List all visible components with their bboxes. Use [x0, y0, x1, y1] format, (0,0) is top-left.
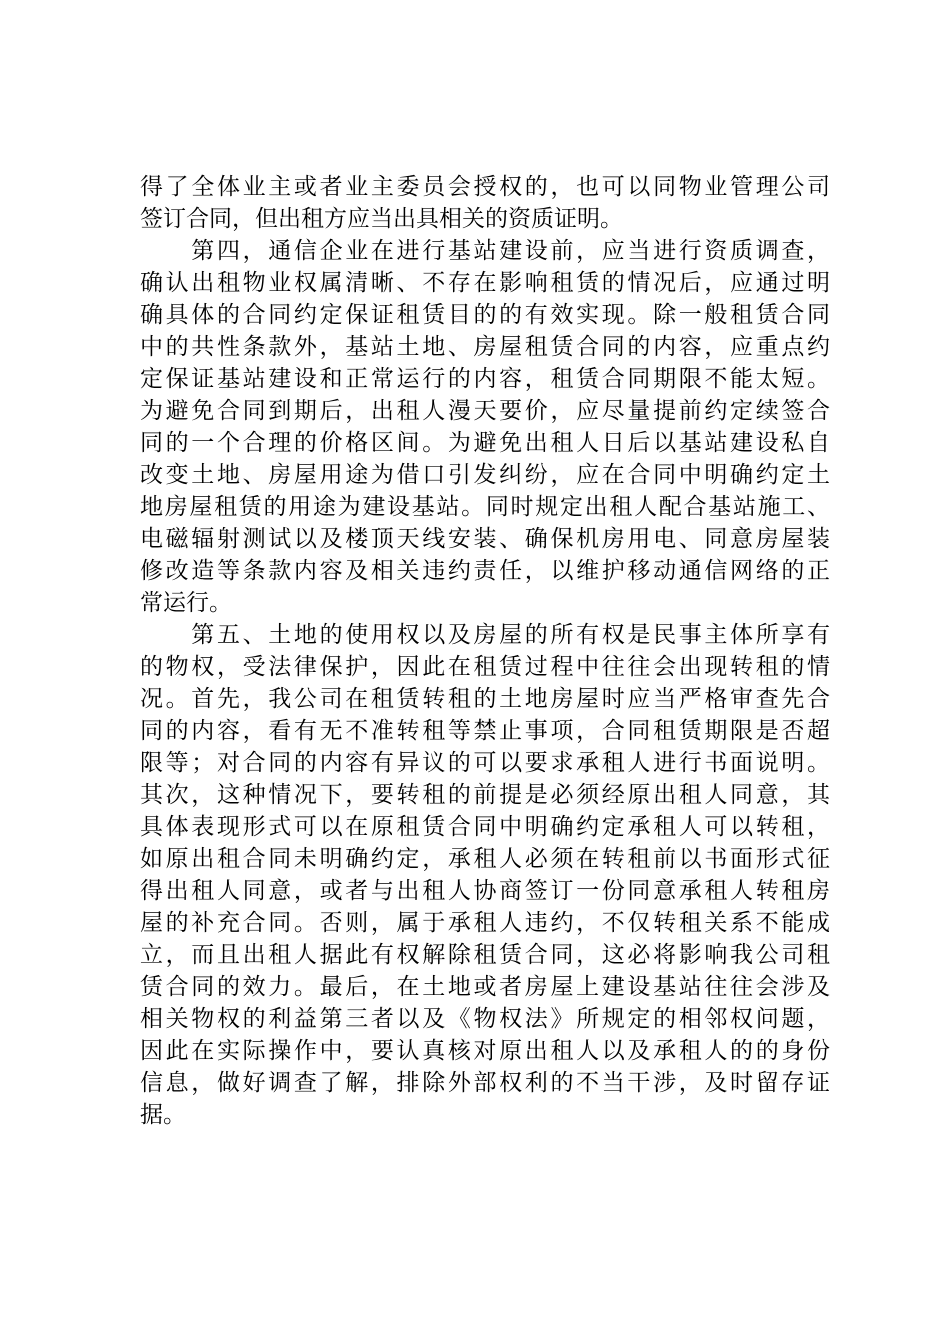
body-text [140, 171, 830, 1131]
text-line: 改变土地、房屋用途为借口引发纠纷，应在合同中明确约定土 [140, 462, 830, 488]
text-line: 赁合同的效力。最后，在土地或者房屋上建设基站往往会涉及 [140, 974, 830, 1000]
text-line: 得了全体业主或者业主委员会授权的，也可以同物业管理公司 [140, 174, 830, 200]
text-line: 第四，通信企业在进行基站建设前，应当进行资质调查， [140, 238, 830, 264]
text-line: 限等；对合同的内容有异议的可以要求承租人进行书面说明。 [140, 750, 830, 776]
text-line: 相关物权的利益第三者以及《物权法》所规定的相邻权问题， [140, 1006, 830, 1032]
text-line: 地房屋租赁的用途为建设基站。同时规定出租人配合基站施工、 [140, 494, 830, 520]
text-line: 签订合同，但出租方应当出具相关的资质证明。 [140, 206, 623, 232]
text-line: 中的共性条款外，基站土地、房屋租赁合同的内容，应重点约 [140, 334, 830, 360]
text-line: 常运行。 [140, 590, 232, 616]
text-line: 同的内容，看有无不准转租等禁止事项，合同租赁期限是否超 [140, 718, 830, 744]
text-line: 因此在实际操作中，要认真核对原出租人以及承租人的的身份 [140, 1038, 830, 1064]
text-line: 信息，做好调查了解，排除外部权利的不当干涉，及时留存证 [140, 1070, 830, 1096]
text-line: 定保证基站建设和正常运行的内容，租赁合同期限不能太短。 [140, 366, 830, 392]
text-line: 第五、土地的使用权以及房屋的所有权是民事主体所享有 [140, 622, 830, 648]
text-line: 确认出租物业权属清晰、不存在影响租赁的情况后，应通过明 [140, 270, 830, 296]
text-line: 确具体的合同约定保证租赁目的的有效实现。除一般租赁合同 [140, 302, 830, 328]
text-line: 得出租人同意，或者与出租人协商签订一份同意承租人转租房 [140, 878, 830, 904]
text-line: 立，而且出租人据此有权解除租赁合同，这必将影响我公司租 [140, 942, 830, 968]
text-line: 其次，这种情况下，要转租的前提是必须经原出租人同意，其 [140, 782, 830, 808]
text-line: 为避免合同到期后，出租人漫天要价，应尽量提前约定续签合 [140, 398, 830, 424]
text-line: 据。 [140, 1102, 186, 1128]
text-line: 具体表现形式可以在原租赁合同中明确约定承租人可以转租， [140, 814, 830, 840]
text-line: 况。首先，我公司在租赁转租的土地房屋时应当严格审查先合 [140, 686, 830, 712]
text-line: 同的一个合理的价格区间。为避免出租人日后以基站建设私自 [140, 430, 830, 456]
text-line: 的物权，受法律保护，因此在租赁过程中往往会出现转租的情 [140, 654, 830, 680]
text-line: 屋的补充合同。否则，属于承租人违约，不仅转租关系不能成 [140, 910, 830, 936]
text-line: 电磁辐射测试以及楼顶天线安装、确保机房用电、同意房屋装 [140, 526, 830, 552]
text-line: 修改造等条款内容及相关违约责任，以维护移动通信网络的正 [140, 558, 830, 584]
text-line: 如原出租合同未明确约定，承租人必须在转租前以书面形式征 [140, 846, 830, 872]
